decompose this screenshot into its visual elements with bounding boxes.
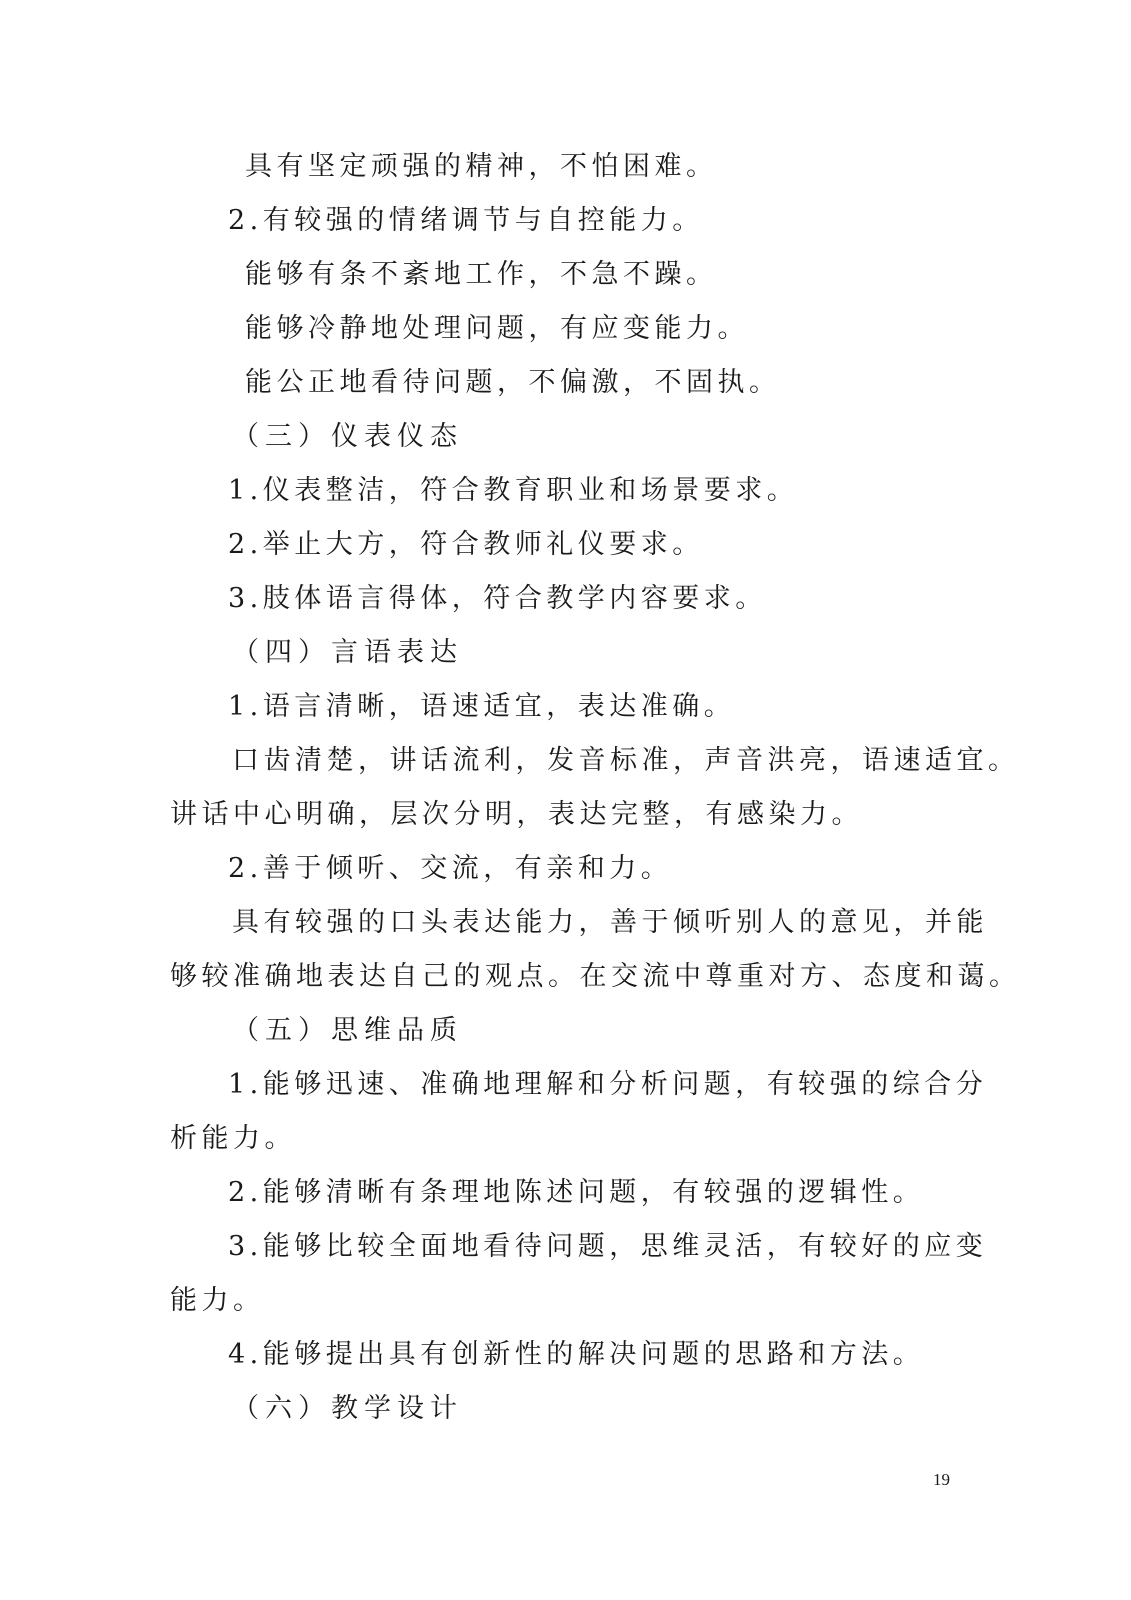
text-line-13: 讲话中心明确，层次分明，表达完整，有感染力。: [170, 799, 863, 830]
text-line-9: 3.肢体语言得体，符合教学内容要求。: [228, 583, 767, 614]
text-line-4: 能够冷静地处理问题，有应变能力。: [245, 313, 749, 344]
text-line-12: 口齿清楚，讲话流利，发音标准，声音洪亮，语速适宜。: [232, 745, 1020, 776]
text-line-20: 2.能够清晰有条理地陈述问题，有较强的逻辑性。: [228, 1177, 925, 1208]
text-line-14: 2.善于倾听、交流，有亲和力。: [228, 853, 673, 884]
text-line-5: 能公正地看待问题，不偏激，不固执。: [245, 367, 781, 398]
text-line-1: 具有坚定顽强的精神，不怕困难。: [245, 151, 718, 182]
text-line-15: 具有较强的口头表达能力，善于倾听别人的意见，并能: [232, 907, 988, 938]
text-line-2: 2.有较强的情绪调节与自控能力。: [228, 205, 704, 236]
text-line-22: 能力。: [170, 1285, 265, 1316]
text-line-7: 1.仪表整洁，符合教育职业和场景要求。: [228, 475, 799, 506]
text-line-21: 3.能够比较全面地看待问题，思维灵活，有较好的应变: [228, 1231, 988, 1262]
text-line-19: 析能力。: [170, 1123, 296, 1154]
text-line-3: 能够有条不紊地工作，不急不躁。: [245, 259, 718, 290]
section-heading-3: （三）仪表仪态: [232, 421, 463, 452]
page-number: 19: [933, 1470, 950, 1489]
text-line-16: 够较准确地表达自己的观点。在交流中尊重对方、态度和蔼。: [170, 961, 1021, 992]
text-line-23: 4.能够提出具有创新性的解决问题的思路和方法。: [228, 1339, 925, 1370]
text-line-11: 1.语言清晰，语速适宜，表达准确。: [228, 691, 736, 722]
section-heading-6: （六）教学设计: [232, 1393, 463, 1424]
section-heading-4: （四）言语表达: [232, 637, 463, 668]
section-heading-5: （五）思维品质: [232, 1015, 463, 1046]
text-line-18: 1.能够迅速、准确地理解和分析问题，有较强的综合分: [228, 1069, 988, 1100]
text-line-8: 2.举止大方，符合教师礼仪要求。: [228, 529, 704, 560]
